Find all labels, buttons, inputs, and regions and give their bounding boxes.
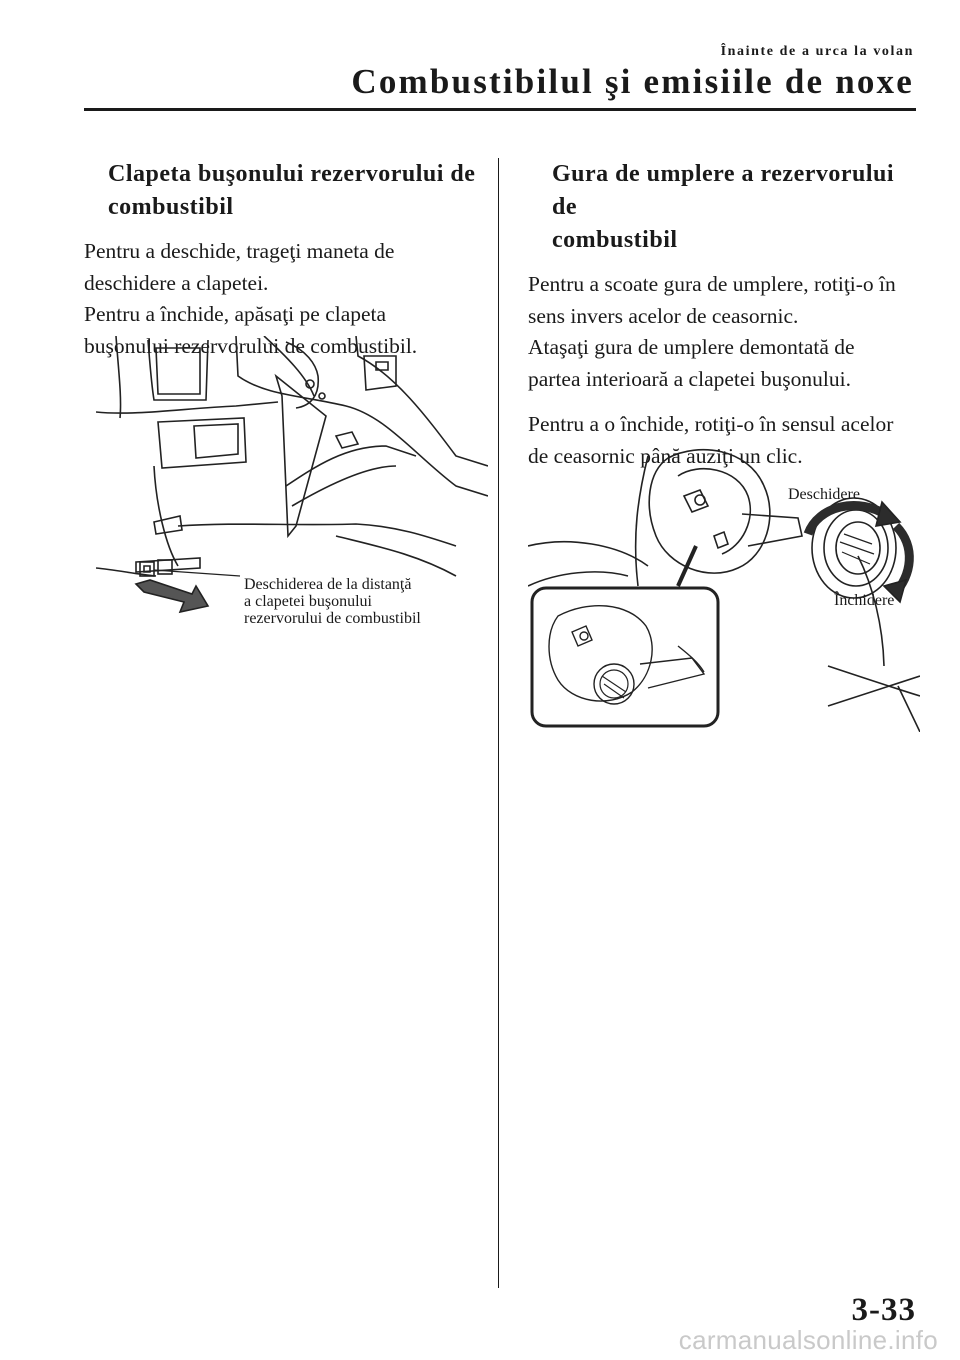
remove-instruction: [528, 269, 918, 332]
remote-opener-label: [244, 576, 421, 627]
close-direction-label: Închidere: [834, 592, 895, 609]
text-line: sens invers acelor de ceasornic.: [528, 303, 799, 328]
fuel-lid-heading: [84, 158, 486, 224]
chapter-title: Combustibilul şi emisiile de noxe: [351, 62, 914, 101]
column-divider: [498, 158, 499, 1288]
label-line: rezervorului de combustibil: [244, 610, 421, 627]
text-line: deschidere a clapetei.: [84, 270, 269, 295]
heading-line: Gura de umplere a rezervorului de: [552, 161, 895, 220]
filler-cap-heading: [528, 158, 918, 257]
fuel-lid-opener-figure: [96, 336, 488, 636]
text-line: Ataşaţi gura de umplere demontată de: [528, 335, 855, 359]
filler-cap-figure: [528, 436, 920, 732]
right-column: [528, 158, 918, 472]
heading-line: combustibil: [108, 194, 234, 220]
watermark: carmanualsonline.info: [678, 1325, 938, 1355]
section-title: Înainte de a urca la volan: [720, 44, 914, 59]
text-line: Pentru a deschide, trageţi maneta de: [84, 239, 395, 263]
text-line: Pentru a o închide, rotiţi-o în sensul acelor: [528, 412, 894, 436]
left-column: [84, 158, 486, 362]
header-rule: [84, 108, 916, 111]
text-line: buşonului rezervorului de combustibil.: [84, 333, 418, 358]
text-line: de ceasornic până auziţi un clic.: [528, 443, 803, 468]
heading-line: Clapeta buşonului rezervorului de: [108, 161, 476, 187]
text-line: Pentru a închide, apăsaţi pe clapeta: [84, 302, 387, 326]
label-line: Deschiderea de la distanţă: [244, 576, 412, 593]
attach-instruction: [528, 332, 918, 395]
open-direction-label: Deschidere: [788, 486, 860, 503]
open-instruction: [84, 236, 486, 299]
filler-cap-illustration: [528, 436, 920, 732]
label-line: a clapetei buşonului: [244, 593, 372, 610]
text-line: partea interioară a clapetei buşonului.: [528, 366, 851, 391]
heading-line: combustibil: [552, 227, 678, 253]
text-line: Pentru a scoate gura de umplere, rotiţi-o în: [528, 272, 896, 296]
page-number: 3-33: [851, 1292, 916, 1328]
